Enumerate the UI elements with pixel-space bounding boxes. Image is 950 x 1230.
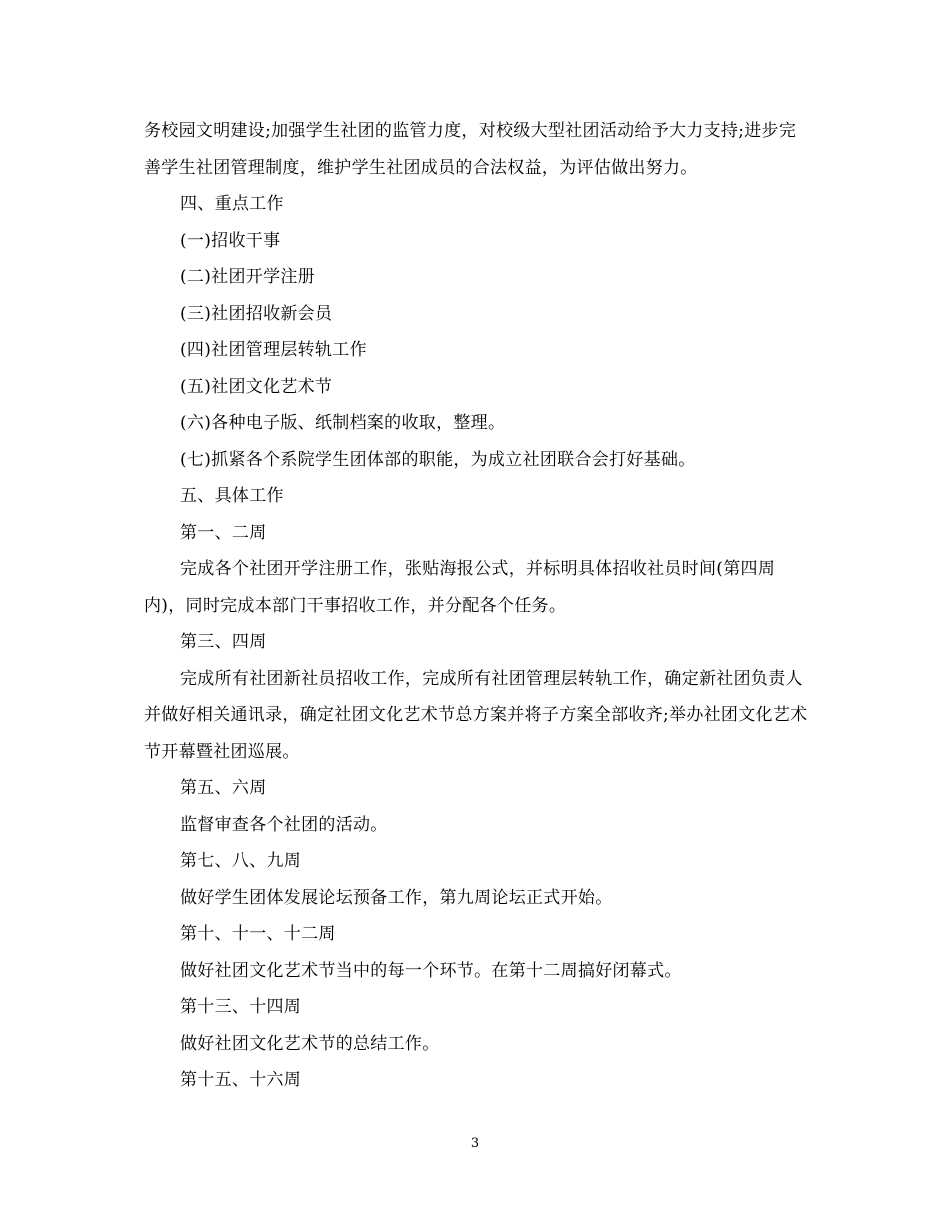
week-heading: 第十、十一、十二周 xyxy=(180,924,336,944)
week-description: 监督审查各个社团的活动。 xyxy=(180,814,388,835)
week-heading: 第五、六周 xyxy=(180,778,267,798)
week-heading: 第七、八、九周 xyxy=(180,851,302,871)
week-description: 完成所有社团新社员招收工作，完成所有社团管理层转轨工作，确定新社团负责人并做好相关通讯录，确定社团文化艺术节总方案并将子方案全部收齐;举办社团文化艺术节开幕暨社团巡展。 xyxy=(144,668,808,762)
document-body xyxy=(144,113,808,1099)
week-heading: 第十三、十四周 xyxy=(180,997,302,1017)
list-item: (六)各种电子版、纸制档案的收取，整理。 xyxy=(180,413,506,433)
week-heading: 第十五、十六周 xyxy=(180,1070,302,1090)
list-item: (三)社团招收新会员 xyxy=(180,303,333,324)
paragraph-intro: 务校园文明建设;加强学生社团的监管力度，对校级大型社团活动给予大力支持;进步完善学生社团管理制度，维护学生社团成员的合法权益，为评估做出努力。 xyxy=(144,121,797,178)
week-description: 做好社团文化艺术节的总结工作。 xyxy=(180,1033,440,1054)
week-description: 做好社团文化艺术节当中的每一个环节。在第十二周搞好闭幕式。 xyxy=(180,960,682,981)
week-description: 完成各个社团开学注册工作，张贴海报公式，并标明具体招收社员时间(第四周内)，同时完成本部门干事招收工作，并分配各个任务。 xyxy=(144,559,776,616)
list-item: (七)抓紧各个系院学生团体部的职能，为成立社团联合会打好基础。 xyxy=(180,449,696,470)
page-number: 3 xyxy=(470,1136,480,1151)
list-item: (二)社团开学注册 xyxy=(180,267,315,287)
week-description: 做好学生团体发展论坛预备工作，第九周论坛正式开始。 xyxy=(180,887,613,908)
section-heading-key-work: 四、重点工作 xyxy=(180,194,284,214)
list-item: (四)社团管理层转轨工作 xyxy=(180,340,367,360)
list-item: (一)招收干事 xyxy=(180,230,281,251)
week-heading: 第三、四周 xyxy=(180,632,267,652)
list-item: (五)社团文化艺术节 xyxy=(180,376,333,397)
section-heading-specific-work: 五、具体工作 xyxy=(180,486,284,506)
week-heading: 第一、二周 xyxy=(180,522,267,543)
